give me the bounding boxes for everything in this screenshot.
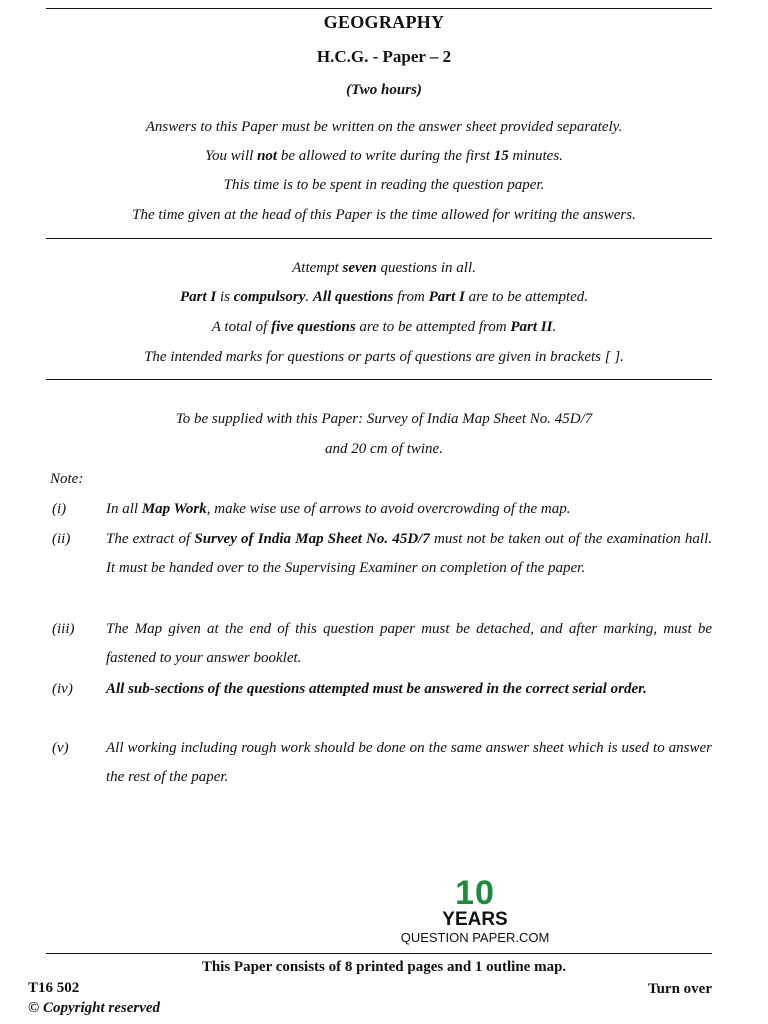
- note-5-number: (v): [52, 740, 69, 756]
- page-count-note: This Paper consists of 8 printed pages and 1 outline map.: [201, 959, 567, 975]
- note-1-text: In all Map Work, make wise use of arrows to avoid overcrowding of the map.: [106, 501, 571, 517]
- top-rule: [46, 8, 712, 9]
- note-4-number: (iv): [52, 681, 73, 697]
- watermark-site: QUESTION PAPER.COM: [400, 930, 550, 945]
- instruction-line-2: You will not be allowed to write during the first 15 minutes.: [205, 148, 563, 164]
- note-label: Note:: [50, 471, 84, 487]
- supply-line-2: and 20 cm of twine.: [325, 441, 443, 457]
- footer-rule: [46, 953, 712, 954]
- note-2-number: (ii): [52, 531, 71, 547]
- note-3-number: (iii): [52, 621, 75, 637]
- attempt-line-2: Part I is compulsory. All questions from Part I are to be attempted.: [179, 289, 589, 305]
- watermark-logo: [395, 876, 555, 946]
- copyright: © Copyright reserved: [28, 1000, 161, 1016]
- note-1-number: (i): [52, 501, 67, 517]
- attempt-line-3: A total of five questions are to be attempted from Part II.: [211, 319, 557, 335]
- instruction-line-3: This time is to be spent in reading the question paper.: [223, 177, 545, 193]
- supply-line-1: To be supplied with this Paper: Survey of India Map Sheet No. 45D/7: [175, 411, 593, 427]
- note-5-text: All working including rough work should be done on the same answer sheet which is used to answer the rest of the paper.: [106, 740, 712, 785]
- attempt-line-1: Attempt seven questions in all.: [292, 260, 476, 276]
- note-4-text: All sub-sections of the questions attempted must be answered in the correct serial order.: [106, 681, 647, 697]
- divider-1: [46, 238, 712, 239]
- watermark-number: 10: [455, 874, 495, 912]
- paper-title: H.C.G. - Paper – 2: [316, 47, 452, 66]
- subject-title: GEOGRAPHY: [323, 12, 445, 32]
- note-2-text: The extract of Survey of India Map Sheet No. 45D/7 must not be taken out of the examination hall. It must be handed over to the Supervising Examiner on completion of the paper.: [106, 531, 712, 576]
- duration: (Two hours): [346, 82, 422, 98]
- turn-over: Turn over: [647, 981, 712, 997]
- watermark-years: YEARS: [442, 909, 508, 930]
- paper-code: T16 502: [28, 980, 80, 996]
- note-3-text: The Map given at the end of this question paper must be detached, and after marking, must be fastened to your answer booklet.: [106, 621, 712, 666]
- divider-2: [46, 379, 712, 380]
- instruction-line-4: The time given at the head of this Paper is the time allowed for writing the answers.: [132, 207, 636, 223]
- instruction-line-1: Answers to this Paper must be written on the answer sheet provided separately.: [145, 119, 623, 135]
- attempt-line-4: The intended marks for questions or parts of questions are given in brackets [ ].: [144, 349, 624, 365]
